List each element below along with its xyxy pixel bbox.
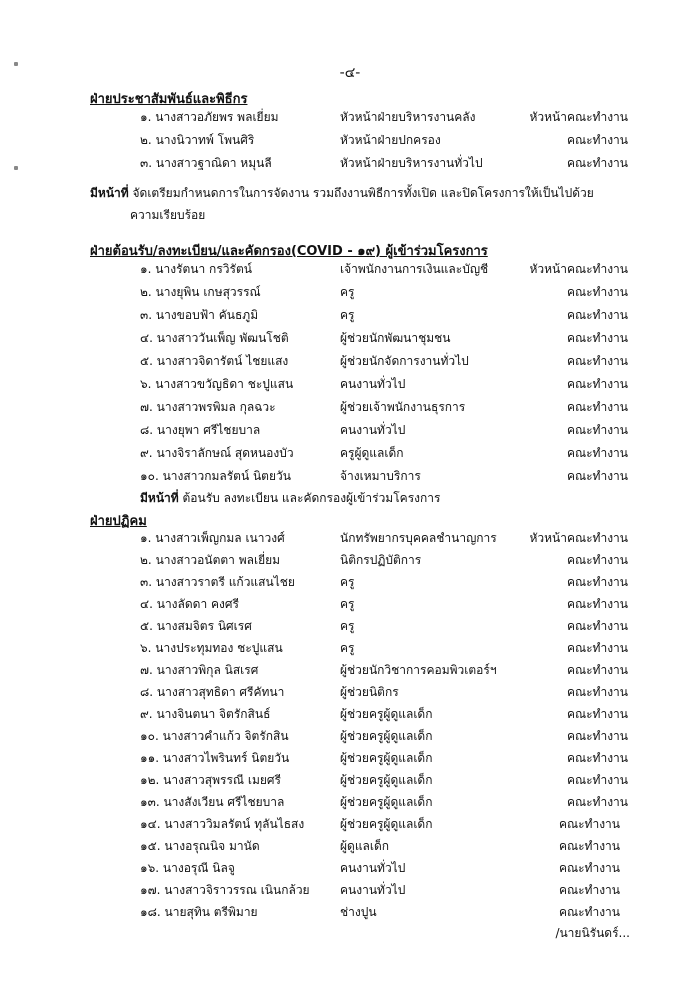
member-name [140, 283, 261, 302]
member-role: คณะทำงาน [566, 663, 628, 677]
member-position: ผู้ช่วยครูผู้ดูแลเด็ก [340, 729, 433, 743]
member-position: หัวหน้าฝ่ายปกครอง [340, 133, 441, 147]
section-heading-pr: ฝ่ายประชาสัมพันธ์และพิธีกร [90, 92, 248, 107]
member-role: คณะทำงาน [566, 641, 628, 655]
member-name [140, 421, 260, 440]
member-role: คณะทำงาน [566, 331, 628, 345]
member-position: คนงานทั่วไป [340, 883, 406, 897]
member-role: คณะทำงาน [558, 883, 620, 897]
member-role: คณะทำงาน [566, 377, 628, 391]
member-position: ผู้ช่วยนักจัดการงานทั่วไป [340, 354, 469, 368]
member-position: ครู [340, 308, 355, 322]
member-name [140, 573, 295, 592]
member-name [140, 131, 254, 150]
member-row [0, 683, 700, 703]
member-row [0, 398, 700, 418]
member-no: ๑๒. [140, 773, 160, 787]
member-row [0, 551, 700, 571]
member-name-text: นางสาววิมลรัตน์ ทุลันไธสง [164, 817, 305, 831]
member-role: คณะทำงาน [566, 133, 628, 147]
member-role: คณะทำงาน [566, 729, 628, 743]
duty-label: มีหน้าที่ [90, 186, 129, 200]
continuation-footer: /นายนิรันดร์... [555, 926, 630, 940]
member-row [0, 815, 700, 835]
member-position: ผู้ช่วยนักวิชาการคอมพิวเตอร์ฯ [340, 663, 497, 677]
member-row [0, 881, 700, 901]
member-position: ผู้ช่วยครูผู้ดูแลเด็ก [340, 707, 433, 721]
member-position: ผู้ช่วยนักพัฒนาชุมชน [340, 331, 451, 345]
member-position: เจ้าพนักงานการเงินและบัญชี [340, 262, 489, 276]
member-no: ๒. [140, 285, 152, 299]
member-position: ช่างปูน [340, 905, 377, 919]
member-role: คณะทำงาน [558, 839, 620, 853]
member-name-text: นางอรุณนิจ มานัด [164, 839, 260, 853]
member-name [140, 306, 258, 325]
member-row [0, 444, 700, 464]
member-role: คณะทำงาน [558, 905, 620, 919]
member-role: คณะทำงาน [566, 156, 628, 170]
member-row [0, 727, 700, 747]
member-position: คนงานทั่วไป [340, 423, 406, 437]
member-name-text: นางสาวอนัตตา พลเยี่ยม [155, 553, 281, 567]
member-name-text: นางสาวเพ็ญกมล เนาวงศ์ [155, 531, 285, 545]
member-no: ๑๕. [140, 839, 161, 853]
member-name-text: นางลัดดา คงศรี [156, 597, 239, 611]
member-name-text: นางสาวสุทธิดา ศรีคัทนา [156, 685, 285, 699]
member-role: คณะทำงาน [566, 400, 628, 414]
member-row [0, 859, 700, 879]
member-position: หัวหน้าฝ่ายบริหารงานทั่วไป [340, 156, 483, 170]
member-role: หัวหน้าคณะทำงาน [529, 262, 628, 276]
member-row [0, 283, 700, 303]
member-name-text: นางขอบฟ้า คันธภูมิ [155, 308, 259, 322]
member-position: ครู [340, 575, 355, 589]
member-name [140, 467, 291, 486]
member-role: คณะทำงาน [566, 597, 628, 611]
member-no: ๑๗. [140, 883, 161, 897]
member-no: ๘. [140, 423, 154, 437]
member-role: คณะทำงาน [566, 469, 628, 483]
member-row [0, 131, 700, 151]
member-name-text: นางสาวฐาณิดา หมุนลี [155, 156, 272, 170]
page-number: -๔- [339, 65, 361, 81]
duty-line-continued: ความเรียบร้อย [130, 208, 206, 222]
member-name [140, 661, 258, 680]
member-name [140, 617, 252, 636]
member-name [140, 727, 289, 746]
member-row [0, 421, 700, 441]
member-row [0, 617, 700, 637]
member-name-text: นางอรุณี นิลจู [162, 861, 235, 875]
member-name-text: นางสาวขวัญธิดา ชะปูแสน [155, 377, 294, 391]
member-name-text: นางยุพา ศรีไชยบาล [156, 423, 261, 437]
member-position: ผู้ช่วยครูผู้ดูแลเด็ก [340, 817, 433, 831]
member-no: ๕. [140, 354, 153, 368]
member-name-text: นางสาวจิราวรรณ เนินกล้วย [164, 883, 310, 897]
member-row [0, 108, 700, 128]
member-no: ๒. [140, 133, 152, 147]
member-name [140, 260, 252, 279]
member-name [140, 903, 258, 922]
member-role: คณะทำงาน [566, 308, 628, 322]
member-no: ๑๐. [140, 729, 159, 743]
member-name-text: นางสาวราตรี แก้วแสนไชย [155, 575, 295, 589]
member-row [0, 595, 700, 615]
duty-label: มีหน้าที่ [140, 491, 179, 505]
member-name [140, 705, 270, 724]
member-name-text: นางสาวไพรินทร์ นิตยวัน [162, 751, 290, 765]
member-name-text: นายสุทิน ตรีพิมาย [164, 905, 258, 919]
member-no: ๒. [140, 553, 152, 567]
member-name [140, 108, 279, 127]
member-name-text: นางรัตนา กรวิรัตน์ [155, 262, 252, 276]
member-row [0, 467, 700, 487]
member-name-text: นางสาวสุพรรณี เมยศรี [163, 773, 281, 787]
member-name-text: นางสาวพิกุล นิสเรศ [156, 663, 259, 677]
member-row [0, 260, 700, 280]
member-row [0, 639, 700, 659]
member-position: ผู้ดูแลเด็ก [340, 839, 390, 853]
member-role: คณะทำงาน [566, 446, 628, 460]
member-row [0, 705, 700, 725]
member-no: ๔. [140, 331, 153, 345]
member-name-text: นางยุพิน เกษสุวรรณ์ [155, 285, 261, 299]
member-position: ครู [340, 597, 355, 611]
member-no: ๑๓. [140, 795, 160, 809]
member-name-text: นางจินตนา จิตรักสินธ์ [156, 707, 271, 721]
member-name-text: นางสาวพรพิมล กุลฉวะ [156, 400, 276, 414]
member-row [0, 352, 700, 372]
member-name [140, 881, 310, 900]
member-name [140, 375, 293, 394]
member-row [0, 375, 700, 395]
member-role: หัวหน้าคณะทำงาน [529, 110, 628, 124]
member-role: คณะทำงาน [566, 619, 628, 633]
member-name [140, 595, 239, 614]
duty-line: จัดเตรียมกำหนดการในการจัดงาน รวมถึงงานพิธีการทั้งเปิด และปิดโครงการให้เป็นไปด้วย [132, 186, 594, 200]
member-role: คณะทำงาน [558, 861, 620, 875]
member-no: ๑๐. [140, 469, 159, 483]
member-name-text: นางสาววันเพ็ญ พัฒนโชติ [156, 331, 289, 345]
member-name [140, 683, 284, 702]
member-name-text: นางจิราลักษณ์ สุดหนองบัว [156, 446, 294, 460]
member-role: คณะทำงาน [558, 817, 620, 831]
member-position: ครู [340, 619, 355, 633]
member-role: คณะทำงาน [566, 773, 628, 787]
member-name [140, 551, 280, 570]
member-no: ๑. [140, 262, 152, 276]
member-no: ๙. [140, 707, 153, 721]
member-name [140, 529, 285, 548]
member-row [0, 749, 700, 769]
member-position: ครูผู้ดูแลเด็ก [340, 446, 404, 460]
member-row [0, 329, 700, 349]
member-name [140, 837, 260, 856]
member-name [140, 749, 289, 768]
member-name [140, 329, 289, 348]
member-no: ๑๖. [140, 861, 160, 875]
member-no: ๑๔. [140, 817, 161, 831]
member-name [140, 793, 284, 812]
member-name [140, 639, 283, 658]
member-position: คนงานทั่วไป [340, 861, 406, 875]
member-position: คนงานทั่วไป [340, 377, 406, 391]
member-name-text: นางสมจิตร นิศเรศ [156, 619, 252, 633]
member-row [0, 529, 700, 549]
member-name [140, 398, 276, 417]
section-heading-reception: ฝ่ายปฏิคม [90, 514, 147, 529]
member-position: ผู้ช่วยเจ้าพนักงานธุรการ [340, 400, 466, 414]
member-role: คณะทำงาน [566, 423, 628, 437]
member-no: ๑๘. [140, 905, 161, 919]
member-position: ครู [340, 641, 355, 655]
member-name-text: นางสาวจิดารัตน์ ไชยแสง [156, 354, 289, 368]
member-name [140, 771, 281, 790]
member-no: ๓. [140, 575, 153, 589]
member-row [0, 793, 700, 813]
member-name-text: นางสาวคำแก้ว จิตรักสิน [162, 729, 289, 743]
member-role: คณะทำงาน [566, 685, 628, 699]
member-row [0, 306, 700, 326]
member-position: ผู้ช่วยครูผู้ดูแลเด็ก [340, 773, 433, 787]
member-no: ๔. [140, 597, 153, 611]
member-position: ผู้ช่วยนิติกร [340, 685, 399, 699]
member-name [140, 352, 288, 371]
member-role: คณะทำงาน [566, 707, 628, 721]
member-position: นักทรัพยากรบุคคลชำนาญการ [340, 531, 497, 545]
duty-text [140, 489, 440, 508]
member-role: คณะทำงาน [566, 575, 628, 589]
member-row [0, 154, 700, 174]
member-no: ๕. [140, 619, 153, 633]
duty-line: ต้อนรับ ลงทะเบียน และคัดกรองผู้เข้าร่วมโครงการ [182, 491, 441, 505]
member-name-text: นางสังเวียน ศรีไชยบาล [163, 795, 285, 809]
member-position: ผู้ช่วยครูผู้ดูแลเด็ก [340, 795, 433, 809]
member-no: ๖. [140, 377, 152, 391]
member-row [0, 573, 700, 593]
member-role: คณะทำงาน [566, 354, 628, 368]
member-role: หัวหน้าคณะทำงาน [529, 531, 628, 545]
member-position: ครู [340, 285, 355, 299]
member-name-text: นางประทุมทอง ชะปูแสน [155, 641, 283, 655]
member-name [140, 444, 294, 463]
member-name-text: นางสาวอภัยพร พลเยี่ยม [155, 110, 279, 124]
member-name-text: นางสาวกมลรัตน์ นิตยวัน [162, 469, 291, 483]
member-row [0, 771, 700, 791]
member-role: คณะทำงาน [566, 795, 628, 809]
member-role: คณะทำงาน [566, 751, 628, 765]
member-row [0, 661, 700, 681]
member-no: ๑. [140, 531, 152, 545]
member-position: ผู้ช่วยครูผู้ดูแลเด็ก [340, 751, 433, 765]
duty-text [90, 184, 594, 203]
member-no: ๑๑. [140, 751, 160, 765]
member-no: ๗. [140, 400, 153, 414]
member-no: ๓. [140, 156, 153, 170]
member-row [0, 903, 700, 923]
member-name [140, 154, 272, 173]
member-no: ๘. [140, 685, 154, 699]
member-role: คณะทำงาน [566, 285, 628, 299]
member-position: นิติกรปฏิบัติการ [340, 553, 422, 567]
member-name [140, 815, 304, 834]
section-heading-registration: ฝ่ายต้อนรับ/ลงทะเบียน/และคัดกรอง(COVID - ๑๙) ผู้เข้าร่วมโครงการ [90, 244, 488, 259]
member-name [140, 859, 235, 878]
member-position: จ้างเหมาบริการ [340, 469, 421, 483]
member-no: ๑. [140, 110, 152, 124]
member-no: ๓. [140, 308, 153, 322]
member-no: ๙. [140, 446, 153, 460]
member-name-text: นางนิวาทพ์ โพนศิริ [155, 133, 255, 147]
member-position: หัวหน้าฝ่ายบริหารงานคลัง [340, 110, 476, 124]
member-no: ๗. [140, 663, 153, 677]
member-no: ๖. [140, 641, 152, 655]
member-role: คณะทำงาน [566, 553, 628, 567]
member-row [0, 837, 700, 857]
